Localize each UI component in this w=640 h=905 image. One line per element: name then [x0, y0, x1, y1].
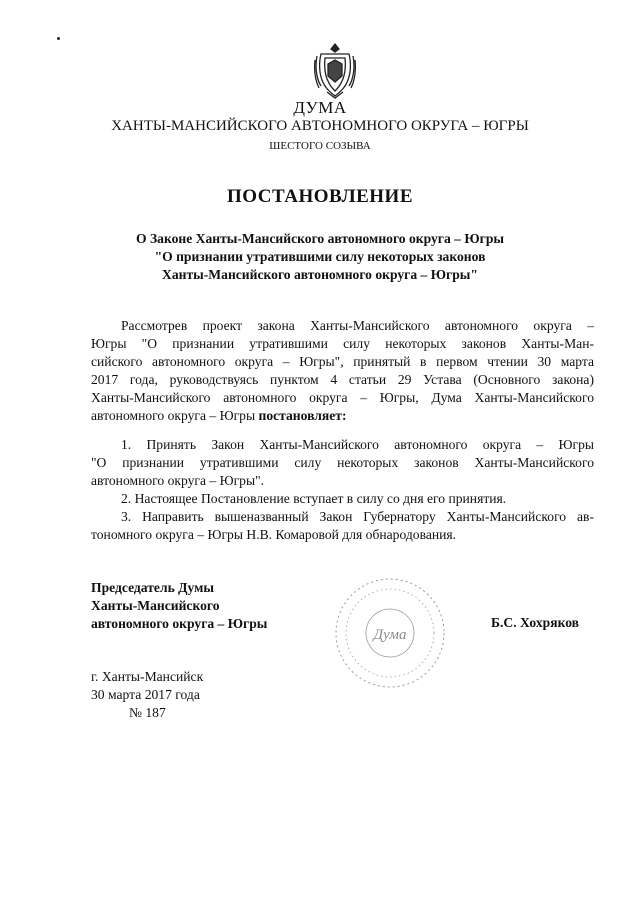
official-seal	[333, 576, 448, 691]
preamble-line: 2017 года, руководствуясь пунктом 4 статьи 29 Устава (Основного закона)	[91, 372, 594, 387]
signatory-name: Б.С. Хохряков	[491, 615, 580, 630]
law-title-line: "О признании утратившими силу некоторых законов	[154, 249, 486, 264]
preamble-line: Рассмотрев проект закона Ханты-Мансийского автономного округа –	[121, 318, 594, 333]
convocation: ШЕСТОГО СОЗЫВА	[269, 140, 371, 152]
seal-text: Дума	[373, 627, 407, 643]
document-number: № 187	[129, 705, 166, 720]
item-1-line: "О признании утратившими силу некоторых законов Ханты-Мансийского	[91, 455, 594, 470]
place-date-number	[91, 668, 203, 722]
preamble-paragraph	[91, 317, 594, 425]
item-3-line: 3. Направить вышеназванный Закон Губернатору Ханты-Мансийского ав-	[121, 509, 594, 524]
preamble-line: сийского автономного округа – Югры", принятый в первом чтении 30 марта	[91, 354, 594, 369]
law-title-line: О Законе Ханты-Мансийского автономного округа – Югры	[136, 231, 504, 246]
position-line: Председатель Думы	[91, 580, 215, 595]
item-1-line: автономного округа – Югры".	[91, 473, 265, 488]
position-line: Ханты-Мансийского	[91, 598, 220, 613]
item-3-line: тономного округа – Югры Н.В. Комаровой для обнародования.	[91, 527, 457, 542]
item-1-line: 1. Принять Закон Ханты-Мансийского автономного округа – Югры	[121, 437, 594, 452]
preamble-line: Югры "О признании утратившими силу некоторых законов Ханты-Ман-	[91, 336, 594, 351]
law-title	[0, 230, 640, 284]
scan-speck	[57, 37, 60, 40]
signatory-position	[91, 579, 267, 633]
place: г. Ханты-Мансийск	[91, 669, 204, 684]
preamble-last-line	[91, 407, 594, 425]
resolves-keyword: постановляет:	[258, 408, 347, 423]
position-line: автономного округа – Югры	[91, 616, 268, 631]
org-short-name: ДУМА	[293, 98, 347, 117]
preamble-text: автономного округа – Югры	[91, 408, 259, 423]
preamble-line: Ханты-Мансийского автономного округа – Югры, Дума Ханты-Мансийского	[91, 390, 594, 405]
coat-of-arms-icon	[313, 42, 357, 100]
resolution-items	[91, 436, 594, 544]
date: 30 марта 2017 года	[91, 687, 200, 702]
law-title-line: Ханты-Мансийского автономного округа – Югры"	[162, 267, 478, 282]
org-full-name: ХАНТЫ-МАНСИЙСКОГО АВТОНОМНОГО ОКРУГА – ЮГРЫ	[111, 118, 529, 134]
item-2: 2. Настоящее Постановление вступает в силу со дня его принятия.	[121, 491, 507, 506]
document-type-heading: ПОСТАНОВЛЕНИЕ	[226, 186, 414, 207]
